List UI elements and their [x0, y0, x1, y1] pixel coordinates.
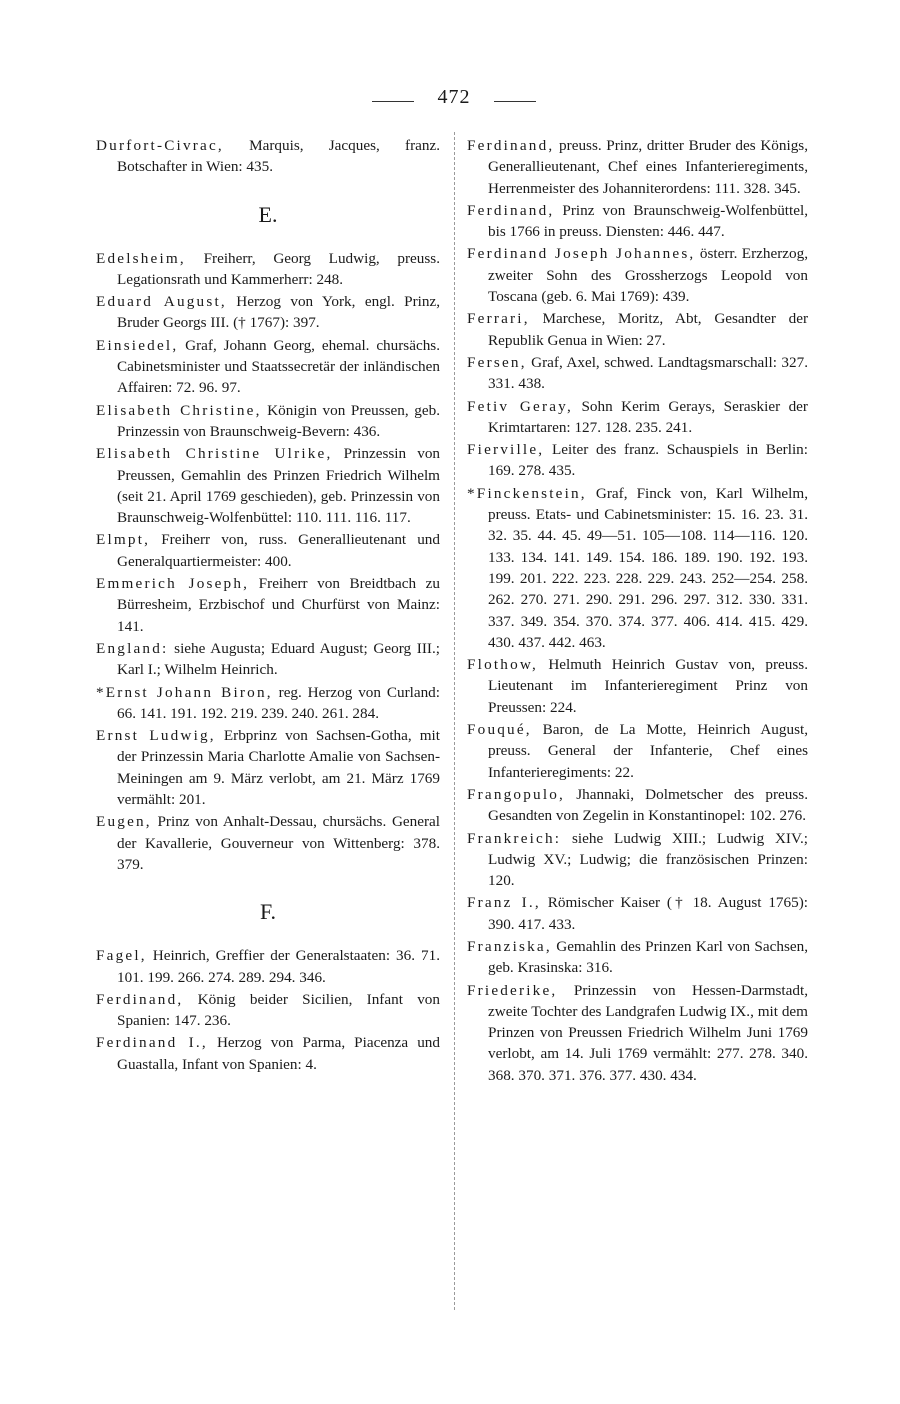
section-letter: F. [260, 899, 276, 925]
index-entry [467, 352, 808, 395]
entry-headword: *Ernst Johann Biron, [96, 683, 273, 701]
entry-text: Prinz von Anhalt-Dessau, chursächs. General der Kavallerie, Gouverneur von Wittenberg: 378. 379. [117, 813, 440, 873]
entry-headword: Elmpt, [96, 531, 151, 549]
index-entry [467, 719, 808, 783]
entry-text: Jhannaki, Dolmetscher des preuss. Gesandten von Zegelin in Konstantinopel: 102. 276. [488, 785, 808, 825]
index-entry [467, 308, 808, 351]
entry-text: Sohn Kerim Gerays, Seraskier der Krimtartaren: 127. 128. 235. 241. [488, 397, 808, 436]
section-letter: E. [258, 201, 278, 227]
index-entry [467, 784, 808, 827]
entry-headword: Emmerich Joseph, [96, 575, 250, 593]
index-entry [467, 980, 808, 1086]
index-entry [96, 335, 440, 399]
entry-headword: Fetiv Geray, [467, 397, 573, 415]
entry-text: Erbprinz von Sachsen-Gotha, mit der Prinzessin Maria Charlotte Amalie von Sachsen-Meiningen am 9. März verlobt, am 21. März 1769 vermählt: 201. [117, 727, 440, 809]
entry-text: Freiherr, Georg Ludwig, preuss. Legationsrath und Kammerherr: 248. [117, 249, 440, 288]
index-entry [467, 828, 808, 892]
entry-headword: Eugen, [96, 813, 152, 831]
entry-headword: Durfort-Civrac, [96, 137, 224, 154]
index-entry [96, 135, 440, 178]
entry-headword: Ernst Ludwig, [96, 727, 216, 745]
entry-headword: *Finckenstein, [467, 484, 587, 502]
page-number: 472 [437, 86, 471, 108]
column-divider [454, 132, 455, 1310]
entry-headword: Ferdinand, [467, 201, 555, 219]
index-entry [96, 1032, 440, 1075]
entry-headword: Fersen, [467, 353, 527, 371]
entry-text: Römischer Kaiser († 18. August 1765): 390. 417. 433. [488, 894, 808, 933]
entry-text: Heinrich, Greffier der Generalstaaten: 36. 71. 101. 199. 266. 274. 289. 294. 346. [117, 947, 440, 986]
entry-headword: Flothow, [467, 656, 539, 674]
entry-text: Marquis, Jacques, franz. Botschafter in Wien: 435. [117, 137, 440, 176]
index-entry [96, 811, 440, 875]
index-entry [96, 248, 440, 291]
index-entry [96, 989, 440, 1032]
entry-text: siehe Ludwig XIII.; Ludwig XIV.; Ludwig XV.; Ludwig; die französischen Prinzen: 120. [488, 829, 808, 890]
entry-text: Marchese, Moritz, Abt, Gesandter der Republik Genua in Wien: 27. [488, 310, 808, 349]
entry-headword: Frangopulo, [467, 785, 566, 803]
index-entry [467, 892, 808, 935]
index-entry [467, 396, 808, 439]
entry-text: Prinzessin von Preussen, Gemahlin des Prinzen Friedrich Wilhelm (seit 21. April 1769 geschieden), geb. Prinzessin von Braunschweig-Wolfenbüttel: 110. 111. 116. 117. [117, 445, 441, 527]
entry-headword: Fouqué, [467, 721, 532, 739]
entry-text: Prinz von Braunschweig-Wolfenbüttel, bis 1766 in preuss. Diensten: 446. 447. [488, 201, 808, 241]
index-entry [96, 291, 440, 334]
index-entry [467, 936, 808, 979]
index-entry [96, 725, 440, 810]
entry-text: österr. Erzherzog, zweiter Sohn des Grossherzogs Leopold von Toscana (geb. 6. Mai 1769): 439. [488, 245, 808, 306]
index-entry [96, 529, 440, 572]
entry-text: reg. Herzog von Curland: 66. 141. 191. 192. 219. 239. 240. 261. 284. [117, 683, 440, 722]
index-entry [96, 443, 440, 528]
index-entry [467, 200, 808, 243]
entry-text: Prinzessin von Hessen-Darmstadt, zweite Tochter des Landgrafen Ludwig IX., mit dem Prinzen von Preussen Friedrich Wilhelm Juni 1769 verlobt, am 14. Juli 1769 vermählt: 277. 278. 340. 368. 370. 371. 376. 377. 430. 434. [488, 981, 808, 1084]
entry-text: Gemahlin des Prinzen Karl von Sachsen, geb. Krasinska: 316. [488, 937, 808, 977]
index-entry [96, 400, 440, 443]
page-header [0, 86, 900, 116]
index-entry [96, 682, 440, 725]
entry-text: König beider Sicilien, Infant von Spanien: 147. 236. [117, 990, 440, 1030]
entry-headword: Elisabeth Christine, [96, 401, 262, 419]
entry-headword: Franziska, [467, 937, 552, 955]
entry-text: Graf, Johann Georg, ehemal. chursächs. Cabinetsminister und Staatssecretär der inländischen Affairen: 72. 96. 97. [117, 336, 440, 397]
header-rule-left [372, 101, 414, 102]
entry-headword: Ferdinand, [96, 990, 184, 1008]
entry-headword: Friederike, [467, 981, 558, 999]
entry-headword: Einsiedel, [96, 336, 179, 354]
index-entry [467, 243, 808, 307]
index-entry [467, 135, 808, 199]
entry-text: Herzog von York, engl. Prinz, Bruder Georgs III. († 1767): 397. [117, 293, 441, 332]
entry-text: Herzog von Parma, Piacenza und Guastalla, Infant von Spanien: 4. [117, 1034, 440, 1073]
index-entry [96, 573, 440, 637]
entry-headword: Ferdinand, [467, 137, 555, 154]
entry-text: Graf, Finck von, Karl Wilhelm, preuss. Etats- und Cabinetsminister: 15. 16. 23. 31. 32. 35. 44. 45. 49—51. 105—108. 114—116. 120. 133. 134. 141. 149. 154. 186. 189. 190. 192. 193. 199. 201. 222. 223. 228. 229. 243. 252—254. 258. 262. 270. 271. 290. 291. 296. 297. 312. 330. 331. 337. 349. 354. 370. 374. 377. 406. 414. 415. 429. 430. 437. 442. 463. [488, 484, 808, 651]
entry-headword: Ferrari, [467, 310, 530, 328]
entry-text: Baron, de La Motte, Heinrich August, preuss. General der Infanterie, Chef eines Infanterieregiments: 22. [488, 721, 808, 781]
header-rule-right [494, 101, 536, 102]
index-entry [467, 439, 808, 482]
index-column-right [467, 135, 808, 1087]
index-entry [96, 638, 440, 681]
entry-headword: Fagel, [96, 947, 147, 965]
entry-text: Freiherr von, russ. Generallieutenant und Generalquartiermeister: 400. [117, 531, 440, 570]
entry-headword: Fierville, [467, 441, 545, 459]
entry-headword: Edelsheim, [96, 249, 186, 267]
entry-text: preuss. Prinz, dritter Bruder des Königs, Generallieutenant, Chef eines Infanterieregiments, Herrenmeister des Johanniterordens: 111. 328. 345. [488, 137, 808, 197]
entry-headword: Frankreich: [467, 829, 562, 847]
entry-text: Graf, Axel, schwed. Landtagsmarschall: 327. 331. 438. [488, 353, 808, 393]
entry-text: Freiherr von Breidtbach zu Bürresheim, Erzbischof und Churfürst von Mainz: 141. [117, 575, 440, 635]
index-entry [467, 483, 808, 653]
entry-headword: Elisabeth Christine Ulrike, [96, 445, 333, 463]
entry-headword: Eduard August, [96, 293, 227, 311]
entry-text: Königin von Preussen, geb. Prinzessin von Braunschweig-Bevern: 436. [117, 401, 440, 440]
index-column-left [96, 135, 440, 1076]
entry-text: Leiter des franz. Schauspiels in Berlin: 169. 278. 435. [488, 441, 808, 480]
entry-headword: England: [96, 639, 169, 657]
index-entry [467, 654, 808, 718]
entry-headword: Franz I., [467, 894, 541, 912]
entry-text: Helmuth Heinrich Gustav von, preuss. Lieutenant im Infanterieregiment Prinz von Preussen: 224. [488, 656, 808, 716]
entry-headword: Ferdinand I., [96, 1034, 208, 1052]
index-entry [96, 945, 440, 988]
entry-headword: Ferdinand Joseph Johannes, [467, 245, 696, 263]
entry-text: siehe Augusta; Eduard August; Georg III.; Karl I.; Wilhelm Heinrich. [117, 639, 440, 679]
